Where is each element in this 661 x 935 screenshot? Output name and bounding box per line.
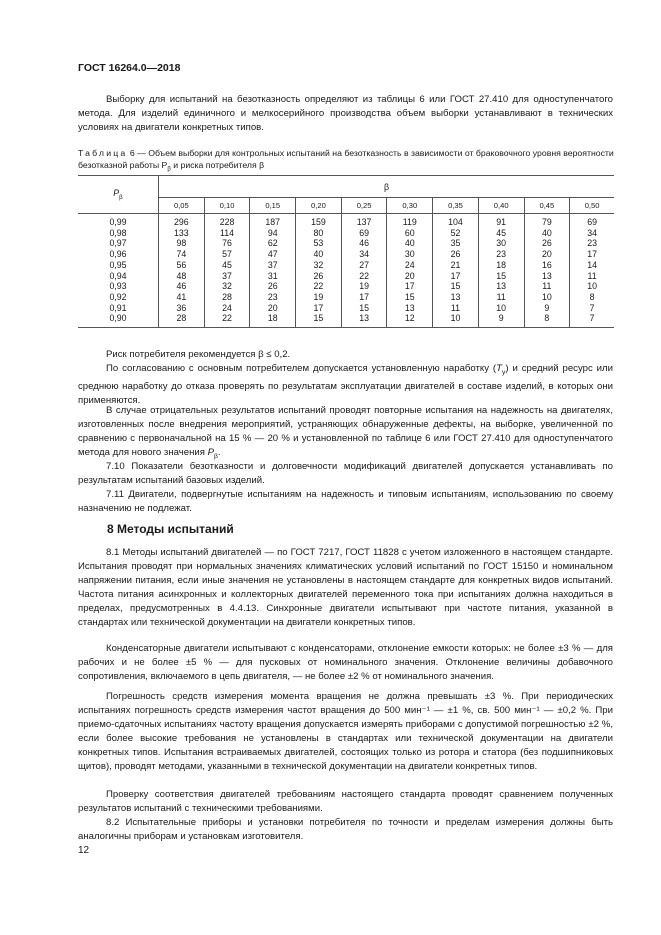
sample-size-value: 26 [313, 270, 324, 281]
table-caption-text: 6 — Объем выборки для контрольных испытаний на безотказность в зависимости от браковочного уровня вероятности безотказной работы P [78, 148, 614, 170]
p-value: 0,95 [109, 259, 127, 270]
paragraph-operating-time: По согласованию с основным потребителем допускается установленную наработку $(T_у)$ и средний ресурс или среднюю наработку до отказа проверять по результатам эксплуатации двигателей в составе изделий, в которых они применяются. [78, 363, 613, 406]
sample-size-value: 27 [359, 259, 369, 270]
sample-size-value: 17 [313, 302, 324, 313]
paragraph-repeat-tests: В случае отрицательных результатов испытаний проводят повторные испытания на надежность на двигателях, изготовленных после внедрения мероприятий, устраняющих обнаруженные дефекты, на выборке, увеличенной по сравнению с первоначальной на 15 % — 20 % и установленной по таблице 6 или ГОСТ 27.410 для одноступенчатого метода для нового значения $P_\beta$. [78, 405, 613, 460]
beta-header-cell: 0,05 [159, 198, 205, 214]
sample-size-value: 20 [404, 270, 415, 281]
sample-size-value: 137 [356, 217, 372, 227]
beta-header-row [78, 198, 614, 214]
sample-size-value: 11 [496, 291, 506, 302]
beta-header-cell: 0,50 [570, 198, 614, 214]
sample-size-value: 22 [313, 281, 324, 292]
sample-size-value: 28 [222, 291, 232, 302]
sample-size-value: 74 [176, 249, 187, 260]
sample-size-value: 46 [176, 281, 187, 292]
sample-size-value: 22 [359, 270, 369, 281]
sample-size-value: 53 [313, 238, 324, 249]
sample-size-value: 32 [313, 259, 324, 270]
sample-size-value: 133 [174, 227, 189, 238]
sample-size-value: 20 [267, 302, 278, 313]
p-value: 0,94 [109, 270, 127, 281]
sample-size-value: 62 [267, 238, 278, 249]
column-header-beta: β [159, 176, 615, 198]
sample-size-value: 23 [267, 291, 278, 302]
sample-size-value: 34 [587, 227, 597, 238]
page-number: 12 [78, 845, 90, 856]
sample-size-value: 94 [267, 227, 278, 238]
p-values-cell [78, 214, 159, 328]
p-value: 0,93 [109, 281, 127, 292]
sample-size-value: 40 [404, 238, 415, 249]
p-value: 0,91 [109, 302, 127, 313]
table-caption [78, 147, 618, 176]
paragraph-8-1: 8.1 Методы испытаний двигателей — по ГОСТ 7217, ГОСТ 11828 с учетом изложенного в настоящем стандарте. Испытания проводят при нормальных значениях климатических условий испытаний по ГОСТ 15150 и номинальном напряжении питания, если иные значения не установлены в настоящем стандарте для конкретных видов испытаний. Частота питания асинхронных и коллекторных двигателей переменного тока при испытаниях должна находиться в пределах, предусмотренных в 4.4.13. Синхронные двигатели испытывают при частоте питания, указанной в стандартах или технической документации на двигатели конкретных типов. [78, 547, 613, 628]
sample-size-value: 30 [496, 238, 507, 249]
sample-size-value: 45 [222, 259, 232, 270]
sample-size-value: 13 [541, 270, 552, 281]
sample-size-value: 9 [544, 302, 550, 313]
sample-size-column [570, 214, 614, 328]
sample-size-column [433, 214, 479, 328]
sample-size-value: 36 [176, 302, 187, 313]
sample-size-column [341, 214, 387, 328]
sample-size-column [204, 214, 250, 328]
sample-size-value: 22 [222, 313, 232, 324]
beta-header-cell: 0,15 [250, 198, 296, 214]
sample-size-value: 104 [448, 217, 463, 227]
p-value: 0,99 [109, 217, 127, 227]
sample-size-value: 19 [313, 291, 324, 302]
sample-size-value: 76 [222, 238, 232, 249]
sample-size-value: 15 [313, 313, 324, 324]
sample-size-value: 41 [176, 291, 187, 302]
table-caption-label: Таблица [78, 148, 128, 158]
paragraph-capacitor-motors: Конденсаторные двигатели испытывают с конденсаторами, отклонение емкости которых: не более ±3 % — для рабочих и не более ±5 % — для пусковых от номинального значения. Отклонение величины добавочного сопротивления, включаемого в цепь двигателя, — не более ±2 % от номинального значения. [78, 643, 613, 682]
sample-size-value: 20 [541, 249, 552, 260]
p-value: 0,97 [109, 238, 127, 249]
sample-size-value: 159 [311, 217, 326, 227]
sample-size-column [159, 214, 205, 328]
p-value: 0,90 [109, 313, 127, 324]
sample-size-value: 17 [359, 291, 369, 302]
p-value: 0,96 [109, 249, 127, 260]
sample-size-value: 11 [542, 281, 552, 292]
sample-size-value: 35 [450, 238, 461, 249]
sample-size-value: 17 [404, 281, 415, 292]
sample-size-value: 18 [267, 313, 278, 324]
sample-size-value: 24 [404, 259, 415, 270]
sample-size-value: 17 [587, 249, 597, 260]
sample-size-value: 91 [496, 217, 507, 227]
sample-size-value: 10 [496, 302, 507, 313]
sample-size-value: 13 [450, 291, 461, 302]
sample-size-value: 56 [176, 259, 187, 270]
sample-size-value: 13 [496, 281, 507, 292]
sample-size-value: 46 [359, 238, 369, 249]
table-row [78, 214, 614, 328]
sample-size-value: 37 [267, 259, 278, 270]
section-title: 8 Методы испытаний [107, 522, 234, 536]
sample-size-value: 30 [404, 249, 415, 260]
paragraph-measurement-error: Погрешность средств измерения момента вращения не должна превышать ±3 %. При периодических испытаниях погрешность средств измерения частот вращения до 500 мин⁻¹ — ±1 %, св. 500 мин⁻¹ — ±0,2 %. При приемо-сдаточных испытаниях частоту вращения допускается измерять приборами с допустимой погрешностью ±2 %, если более высокие требования не установлены в стандартах или технической документации на двигатели конкретных типов. Испытания встраиваемых двигателей, состоящих только из ротора и статора (без подшипниковых щитов), проводят методами, указанными в технической документации на двигатели конкретных типов. [78, 691, 613, 772]
beta-header-cell: 0,25 [341, 198, 387, 214]
sample-size-value: 10 [450, 313, 461, 324]
sample-size-value: 69 [587, 217, 597, 227]
sample-size-value: 57 [222, 249, 232, 260]
sample-size-value: 40 [541, 227, 552, 238]
table-caption-sub: β [167, 165, 171, 173]
sample-size-value: 13 [359, 313, 369, 324]
sample-size-value: 24 [222, 302, 232, 313]
sample-size-value: 31 [267, 270, 278, 281]
sample-size-value: 8 [544, 313, 550, 324]
sample-size-value: 47 [267, 249, 278, 260]
sample-size-column [524, 214, 570, 328]
sample-size-column [478, 214, 524, 328]
beta-header-cell: 0,40 [478, 198, 524, 214]
beta-header-cell: 0,20 [296, 198, 342, 214]
sample-size-value: 28 [176, 313, 187, 324]
sample-size-value: 80 [313, 227, 324, 238]
p-value: 0,98 [109, 227, 127, 238]
sample-size-value: 26 [541, 238, 552, 249]
sample-size-value: 40 [313, 249, 324, 260]
sample-size-value: 21 [450, 259, 461, 270]
sample-size-value: 11 [587, 270, 597, 281]
sample-size-value: 23 [587, 238, 597, 249]
sample-size-value: 7 [589, 313, 595, 324]
sample-size-value: 60 [404, 227, 415, 238]
sample-size-value: 19 [359, 281, 369, 292]
intro-paragraph: Выборку для испытаний на безотказность определяют из таблицы 6 или ГОСТ 27.410 для одноступенчатого метода. Для изделий единичного и мелкосерийного производства объем выборки устанавливают в технических условиях на двигатели конкретных типов. [78, 94, 613, 133]
sample-size-value: 12 [404, 313, 415, 324]
sample-size-value: 187 [265, 217, 281, 227]
paragraph-8-2: 8.2 Испытательные приборы и установки потребителя по точности и пределам измерения должны быть аналогичны приборам и установкам изготовителя. [78, 817, 613, 842]
document-header: ГОСТ 16264.0—2018 [78, 62, 181, 74]
p-value: 0,92 [109, 291, 127, 302]
sample-size-value: 14 [587, 259, 597, 270]
paragraph-compliance-check: Проверку соответствия двигателей требованиям настоящего стандарта проводят сравнением полученных результатов испытаний с техническими требованиями. [78, 789, 613, 814]
sample-size-value: 34 [359, 249, 369, 260]
table-body [78, 214, 614, 328]
sample-size-value: 8 [589, 291, 595, 302]
sample-size-value: 17 [450, 270, 461, 281]
sample-size-value: 11 [450, 302, 461, 313]
sample-size-value: 15 [359, 302, 369, 313]
sample-size-value: 15 [404, 291, 415, 302]
sample-size-column [387, 214, 433, 328]
sample-size-value: 10 [587, 281, 597, 292]
sample-size-value: 37 [222, 270, 232, 281]
sample-size-value: 7 [589, 302, 595, 313]
sample-size-value: 119 [402, 217, 417, 227]
beta-header-cell: 0,30 [387, 198, 433, 214]
column-header-p: $P_\beta$ [78, 176, 159, 214]
paragraph-7-11: 7.11 Двигатели, подвергнутые испытаниям на надежность и типовым испытаниям, использованию по своему назначению не подлежат. [78, 489, 613, 514]
sample-size-value: 18 [496, 259, 507, 270]
sample-size-value: 32 [222, 281, 232, 292]
sample-size-value: 26 [267, 281, 278, 292]
sample-size-value: 26 [450, 249, 461, 260]
sample-size-value: 228 [219, 217, 235, 227]
sample-size-value: 9 [498, 313, 504, 324]
sample-size-column [250, 214, 296, 328]
sample-size-value: 52 [450, 227, 461, 238]
sample-size-column [296, 214, 342, 328]
sample-size-table [78, 175, 614, 328]
sample-size-value: 10 [541, 291, 552, 302]
sample-size-value: 13 [404, 302, 415, 313]
paragraph-7-10: 7.10 Показатели безотказности и долговечности модификаций двигателей допускается устанавливать по результатам испытаний базовых изделий. [78, 461, 613, 486]
sample-size-value: 16 [541, 259, 552, 270]
sample-size-value: 69 [359, 227, 369, 238]
sample-size-value: 15 [450, 281, 461, 292]
sample-size-value: 48 [176, 270, 187, 281]
sample-size-value: 114 [220, 227, 235, 238]
beta-header-cell: 0,45 [524, 198, 570, 214]
sample-size-value: 23 [496, 249, 507, 260]
beta-header-cell: 0,10 [204, 198, 250, 214]
beta-header-cell: 0,35 [433, 198, 479, 214]
sample-size-value: 98 [176, 238, 187, 249]
sample-size-value: 45 [496, 227, 507, 238]
sample-size-value: 15 [496, 270, 507, 281]
sample-size-value: 79 [541, 217, 552, 227]
sample-size-value: 296 [174, 217, 189, 227]
risk-paragraph: Риск потребителя рекомендуется β ≤ 0,2. [106, 349, 291, 360]
table-caption-text2: и риска потребителя β [170, 160, 265, 170]
